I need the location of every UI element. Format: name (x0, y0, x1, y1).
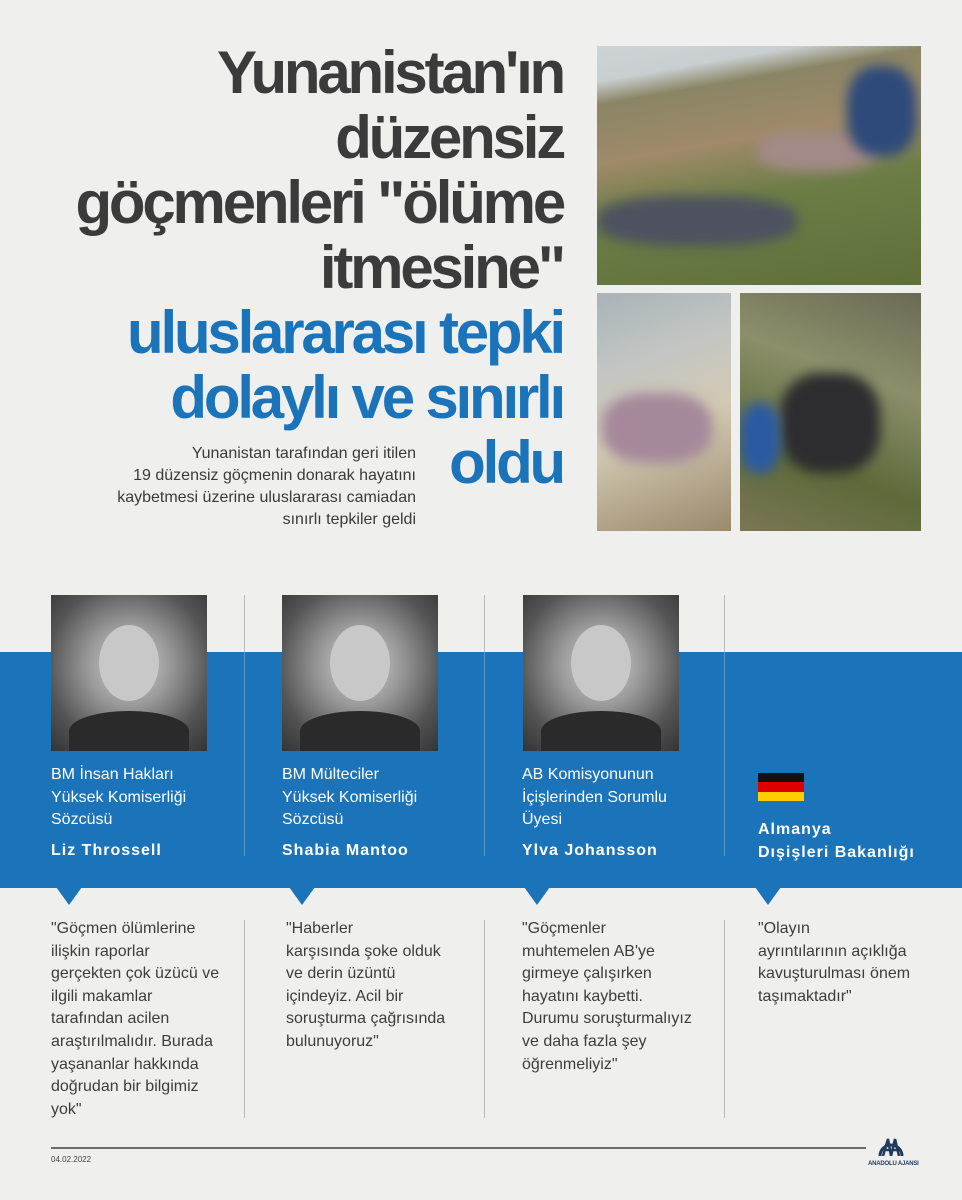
headline (0, 40, 563, 495)
pointer-arrow (56, 887, 82, 905)
speaker-role: BM Mülteciler Yüksek Komiserliği Sözcüsü (282, 766, 418, 828)
pointer-arrow (755, 887, 781, 905)
portrait-ylva-johansson (523, 595, 679, 751)
column-divider (724, 920, 725, 1118)
column-divider (484, 595, 485, 652)
portrait-shabia-mantoo (282, 595, 438, 751)
germany-flag-icon (758, 773, 804, 801)
news-photo-1 (597, 46, 921, 285)
speaker-name: Shabia Mantoo (282, 842, 409, 859)
anadolu-agency-logo (868, 1130, 919, 1167)
pointer-arrow (289, 887, 315, 905)
portrait-liz-throssell (51, 595, 207, 751)
news-photo-3 (740, 293, 921, 531)
quote: "Göçmenler muhtemelen AB'ye girmeye çalışırken hayatını kaybetti. Durumu soruşturmalıyız ve daha fazla şey öğrenmeliyiz" (522, 920, 692, 1073)
footer-divider (51, 1147, 866, 1149)
headline-blue: uluslararası tepki dolaylı ve sınırlı oldu (127, 299, 563, 496)
column-divider (724, 595, 725, 652)
column-divider (484, 652, 485, 856)
column-divider (724, 652, 725, 856)
speaker-role: AB Komisyonunun İçişlerinden Sorumlu Üyesi (522, 766, 667, 828)
speaker-name: Ylva Johansson (522, 842, 658, 859)
speaker-name: Liz Throssell (51, 842, 162, 859)
aa-logo-icon (877, 1130, 905, 1156)
logo-text: ANADOLU AJANSI (868, 1161, 919, 1167)
column-divider (244, 920, 245, 1118)
quote: "Olayın ayrıntılarının açıklığa kavuşturulması önem taşımaktadır" (758, 920, 911, 1005)
speaker-organization: Almanya Dışişleri Bakanlığı (758, 821, 915, 861)
quote: "Haberler karşısında şoke olduk ve derin üzüntü içindeyiz. Acil bir soruşturma çağrısında bulunuyoruz" (286, 920, 446, 1050)
quote: "Göçmen ölümlerine ilişkin raporlar gerçekten çok üzücü ve ilgili makamlar tarafından acilen araştırılmalıdır. Burada yaşananlar hakkında doğrudan bir bilgimiz yok" (51, 920, 220, 1118)
headline-dark: Yunanistan'ın düzensiz göçmenleri "ölüme itmesine" (75, 39, 563, 301)
news-photo-2 (597, 293, 731, 531)
pointer-arrow (524, 887, 550, 905)
column-divider (244, 595, 245, 652)
column-divider (484, 920, 485, 1118)
publish-date: 04.02.2022 (51, 1155, 92, 1164)
subtitle: Yunanistan tarafından geri itilen 19 düzensiz göçmenin donarak hayatını kaybetmesi üzerine uluslararası camiadan sınırlı tepkiler geldi (117, 445, 416, 528)
column-divider (244, 652, 245, 856)
speaker-role: BM İnsan Hakları Yüksek Komiserliği Sözcüsü (51, 766, 187, 828)
